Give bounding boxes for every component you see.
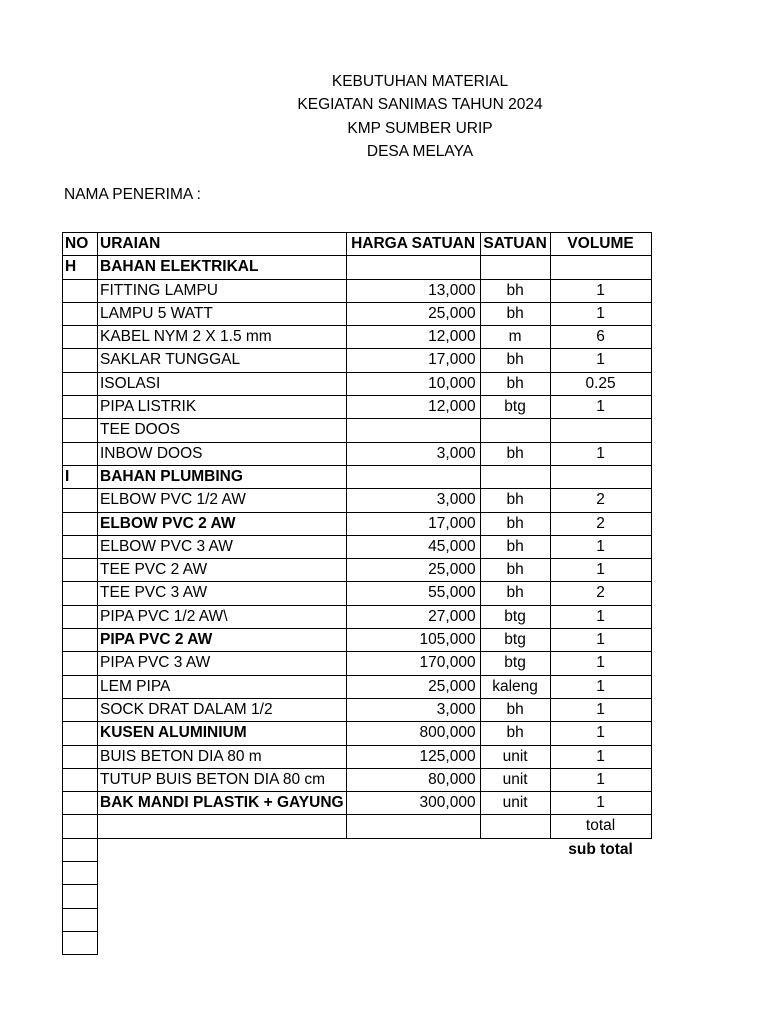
cell-uraian: LEM PIPA [98,675,347,698]
cell-satuan: bh [480,489,550,512]
cell-empty [63,908,98,931]
cell-uraian: ELBOW PVC 2 AW [98,512,347,535]
title-line: DESA MELAYA [366,142,474,160]
cell-no [63,279,98,302]
cell-uraian: LAMPU 5 WATT [98,302,347,325]
cell-harga: 55,000 [346,582,480,605]
cell-harga: 25,000 [346,302,480,325]
empty-row [63,862,652,885]
cell-harga [346,465,480,488]
table-row [63,675,652,698]
cell-volume [550,419,651,442]
cell-harga: 13,000 [346,279,480,302]
cell-no [63,722,98,745]
cell-no [63,349,98,372]
cell-volume: 1 [550,535,651,558]
col-header-no: NO [63,233,98,256]
cell-uraian: ELBOW PVC 3 AW [98,535,347,558]
cell-satuan: bh [480,302,550,325]
cell-empty [98,838,347,861]
cell-empty [346,908,480,931]
cell-empty [346,885,480,908]
cell-uraian: FITTING LAMPU [98,279,347,302]
col-header-volume: VOLUME [550,233,651,256]
cell-volume: 6 [550,326,651,349]
cell-volume: 0.25 [550,372,651,395]
cell-harga: 3,000 [346,698,480,721]
cell-empty [63,838,98,861]
cell-satuan [480,256,550,279]
cell-satuan: bh [480,349,550,372]
cell-volume [550,256,651,279]
table-row [63,768,652,791]
cell-volume: 2 [550,512,651,535]
cell-uraian: PIPA LISTRIK [98,396,347,419]
cell-volume: 1 [550,349,651,372]
cell-volume: 1 [550,652,651,675]
cell-satuan: bh [480,442,550,465]
cell-harga: 12,000 [346,396,480,419]
cell-volume: 1 [550,792,651,815]
cell-harga: 25,000 [346,559,480,582]
table-row [63,652,652,675]
cell-no [63,675,98,698]
cell-uraian: BUIS BETON DIA 80 m [98,745,347,768]
cell-empty [480,931,550,954]
table-row [63,489,652,512]
cell-volume: 1 [550,396,651,419]
cell-empty [550,931,651,954]
cell-no: I [63,465,98,488]
col-header-satuan: SATUAN [480,233,550,256]
table-row [63,442,652,465]
document-title [0,70,768,163]
cell-no [63,768,98,791]
title-line: KMP SUMBER URIP [347,119,493,137]
cell-no [63,535,98,558]
table-row [63,722,652,745]
cell-empty [63,885,98,908]
cell-satuan: unit [480,745,550,768]
cell-volume: 1 [550,629,651,652]
cell-empty [550,885,651,908]
cell-volume: 1 [550,302,651,325]
cell-no [63,629,98,652]
cell-satuan: btg [480,396,550,419]
cell-empty [63,931,98,954]
table-row [63,792,652,815]
cell-no [63,559,98,582]
table-row [63,465,652,488]
cell-uraian: TEE PVC 2 AW [98,559,347,582]
cell-uraian: PIPA PVC 2 AW [98,629,347,652]
cell-no [63,745,98,768]
cell-satuan: btg [480,629,550,652]
subtotal-row [63,838,652,861]
cell-uraian: ELBOW PVC 1/2 AW [98,489,347,512]
table-row [63,302,652,325]
table-row [63,396,652,419]
cell-no [63,396,98,419]
cell-empty [98,885,347,908]
cell-empty [346,838,480,861]
cell-volume: 1 [550,768,651,791]
cell-no [63,582,98,605]
cell-harga: 27,000 [346,605,480,628]
cell-harga: 25,000 [346,675,480,698]
cell-empty [480,908,550,931]
cell-uraian: TEE PVC 3 AW [98,582,347,605]
cell-satuan: bh [480,722,550,745]
cell-harga [346,419,480,442]
cell-volume: 1 [550,279,651,302]
cell-harga: 17,000 [346,512,480,535]
cell-uraian: KABEL NYM 2 X 1.5 mm [98,326,347,349]
cell-volume: 1 [550,745,651,768]
table-row [63,349,652,372]
cell-harga: 125,000 [346,745,480,768]
cell-uraian: BAHAN ELEKTRIKAL [98,256,347,279]
table-row [63,326,652,349]
cell-no [63,792,98,815]
table-row [63,698,652,721]
cell-empty [346,862,480,885]
cell-satuan: btg [480,652,550,675]
cell-volume: 1 [550,605,651,628]
cell-satuan: bh [480,279,550,302]
cell-uraian: SOCK DRAT DALAM 1/2 [98,698,347,721]
cell-volume: 1 [550,559,651,582]
cell-empty [346,931,480,954]
cell-satuan: bh [480,698,550,721]
cell-harga: 45,000 [346,535,480,558]
recipient-label: NAMA PENERIMA : [64,186,201,203]
empty-row [63,908,652,931]
table-row [63,279,652,302]
cell-no [63,512,98,535]
cell-empty [550,862,651,885]
cell-empty [98,908,347,931]
cell-harga: 105,000 [346,629,480,652]
table-row [63,372,652,395]
col-header-harga: HARGA SATUAN [346,233,480,256]
table-row [63,512,652,535]
cell-volume [550,465,651,488]
cell-satuan: bh [480,512,550,535]
cell-harga: 300,000 [346,792,480,815]
cell-uraian: ISOLASI [98,372,347,395]
cell-empty [98,862,347,885]
cell-empty [63,862,98,885]
table-body [63,256,652,955]
cell-satuan [480,419,550,442]
table-row [63,745,652,768]
cell-no [63,442,98,465]
cell-empty [98,815,347,838]
cell-empty [480,815,550,838]
cell-satuan: btg [480,605,550,628]
cell-uraian: INBOW DOOS [98,442,347,465]
cell-satuan: unit [480,792,550,815]
cell-uraian: TEE DOOS [98,419,347,442]
cell-uraian: PIPA PVC 3 AW [98,652,347,675]
empty-row [63,931,652,954]
table-row [63,629,652,652]
cell-volume: 1 [550,675,651,698]
title-line: KEGIATAN SANIMAS TAHUN 2024 [297,96,543,114]
cell-no [63,698,98,721]
cell-harga: 3,000 [346,489,480,512]
cell-satuan: kaleng [480,675,550,698]
cell-harga: 10,000 [346,372,480,395]
cell-volume: 2 [550,582,651,605]
cell-satuan: bh [480,582,550,605]
cell-empty [346,815,480,838]
cell-volume: 1 [550,722,651,745]
table-row [63,535,652,558]
cell-empty [480,885,550,908]
cell-uraian: SAKLAR TUNGGAL [98,349,347,372]
cell-satuan: m [480,326,550,349]
material-table [62,232,652,955]
cell-satuan: bh [480,535,550,558]
cell-uraian: KUSEN ALUMINIUM [98,722,347,745]
cell-uraian: PIPA PVC 1/2 AW\ [98,605,347,628]
cell-no [63,605,98,628]
cell-empty [63,815,98,838]
cell-empty [98,931,347,954]
cell-no [63,489,98,512]
cell-no [63,652,98,675]
cell-satuan: bh [480,372,550,395]
cell-empty [480,862,550,885]
cell-no [63,372,98,395]
cell-no [63,419,98,442]
cell-harga: 3,000 [346,442,480,465]
table-row [63,559,652,582]
cell-uraian: BAK MANDI PLASTIK + GAYUNG [98,792,347,815]
table-row [63,419,652,442]
cell-no [63,326,98,349]
total-row [63,815,652,838]
cell-harga: 170,000 [346,652,480,675]
cell-satuan [480,465,550,488]
cell-no [63,302,98,325]
title-line: KEBUTUHAN MATERIAL [331,73,509,90]
cell-uraian: TUTUP BUIS BETON DIA 80 cm [98,768,347,791]
cell-volume: 2 [550,489,651,512]
table-row [63,605,652,628]
table-row [63,256,652,279]
cell-no: H [63,256,98,279]
cell-empty [550,908,651,931]
cell-harga: 800,000 [346,722,480,745]
empty-row [63,885,652,908]
total-label: total [550,815,651,838]
cell-harga: 80,000 [346,768,480,791]
cell-harga: 17,000 [346,349,480,372]
col-header-uraian: URAIAN [98,233,347,256]
cell-volume: 1 [550,698,651,721]
subtotal-label: sub total [568,840,633,858]
cell-harga: 12,000 [346,326,480,349]
cell-uraian: BAHAN PLUMBING [98,465,347,488]
cell-satuan: bh [480,559,550,582]
cell-satuan: unit [480,768,550,791]
table-row [63,582,652,605]
cell-empty [480,838,550,861]
cell-harga [346,256,480,279]
table-header-row [63,233,652,256]
cell-volume: 1 [550,442,651,465]
